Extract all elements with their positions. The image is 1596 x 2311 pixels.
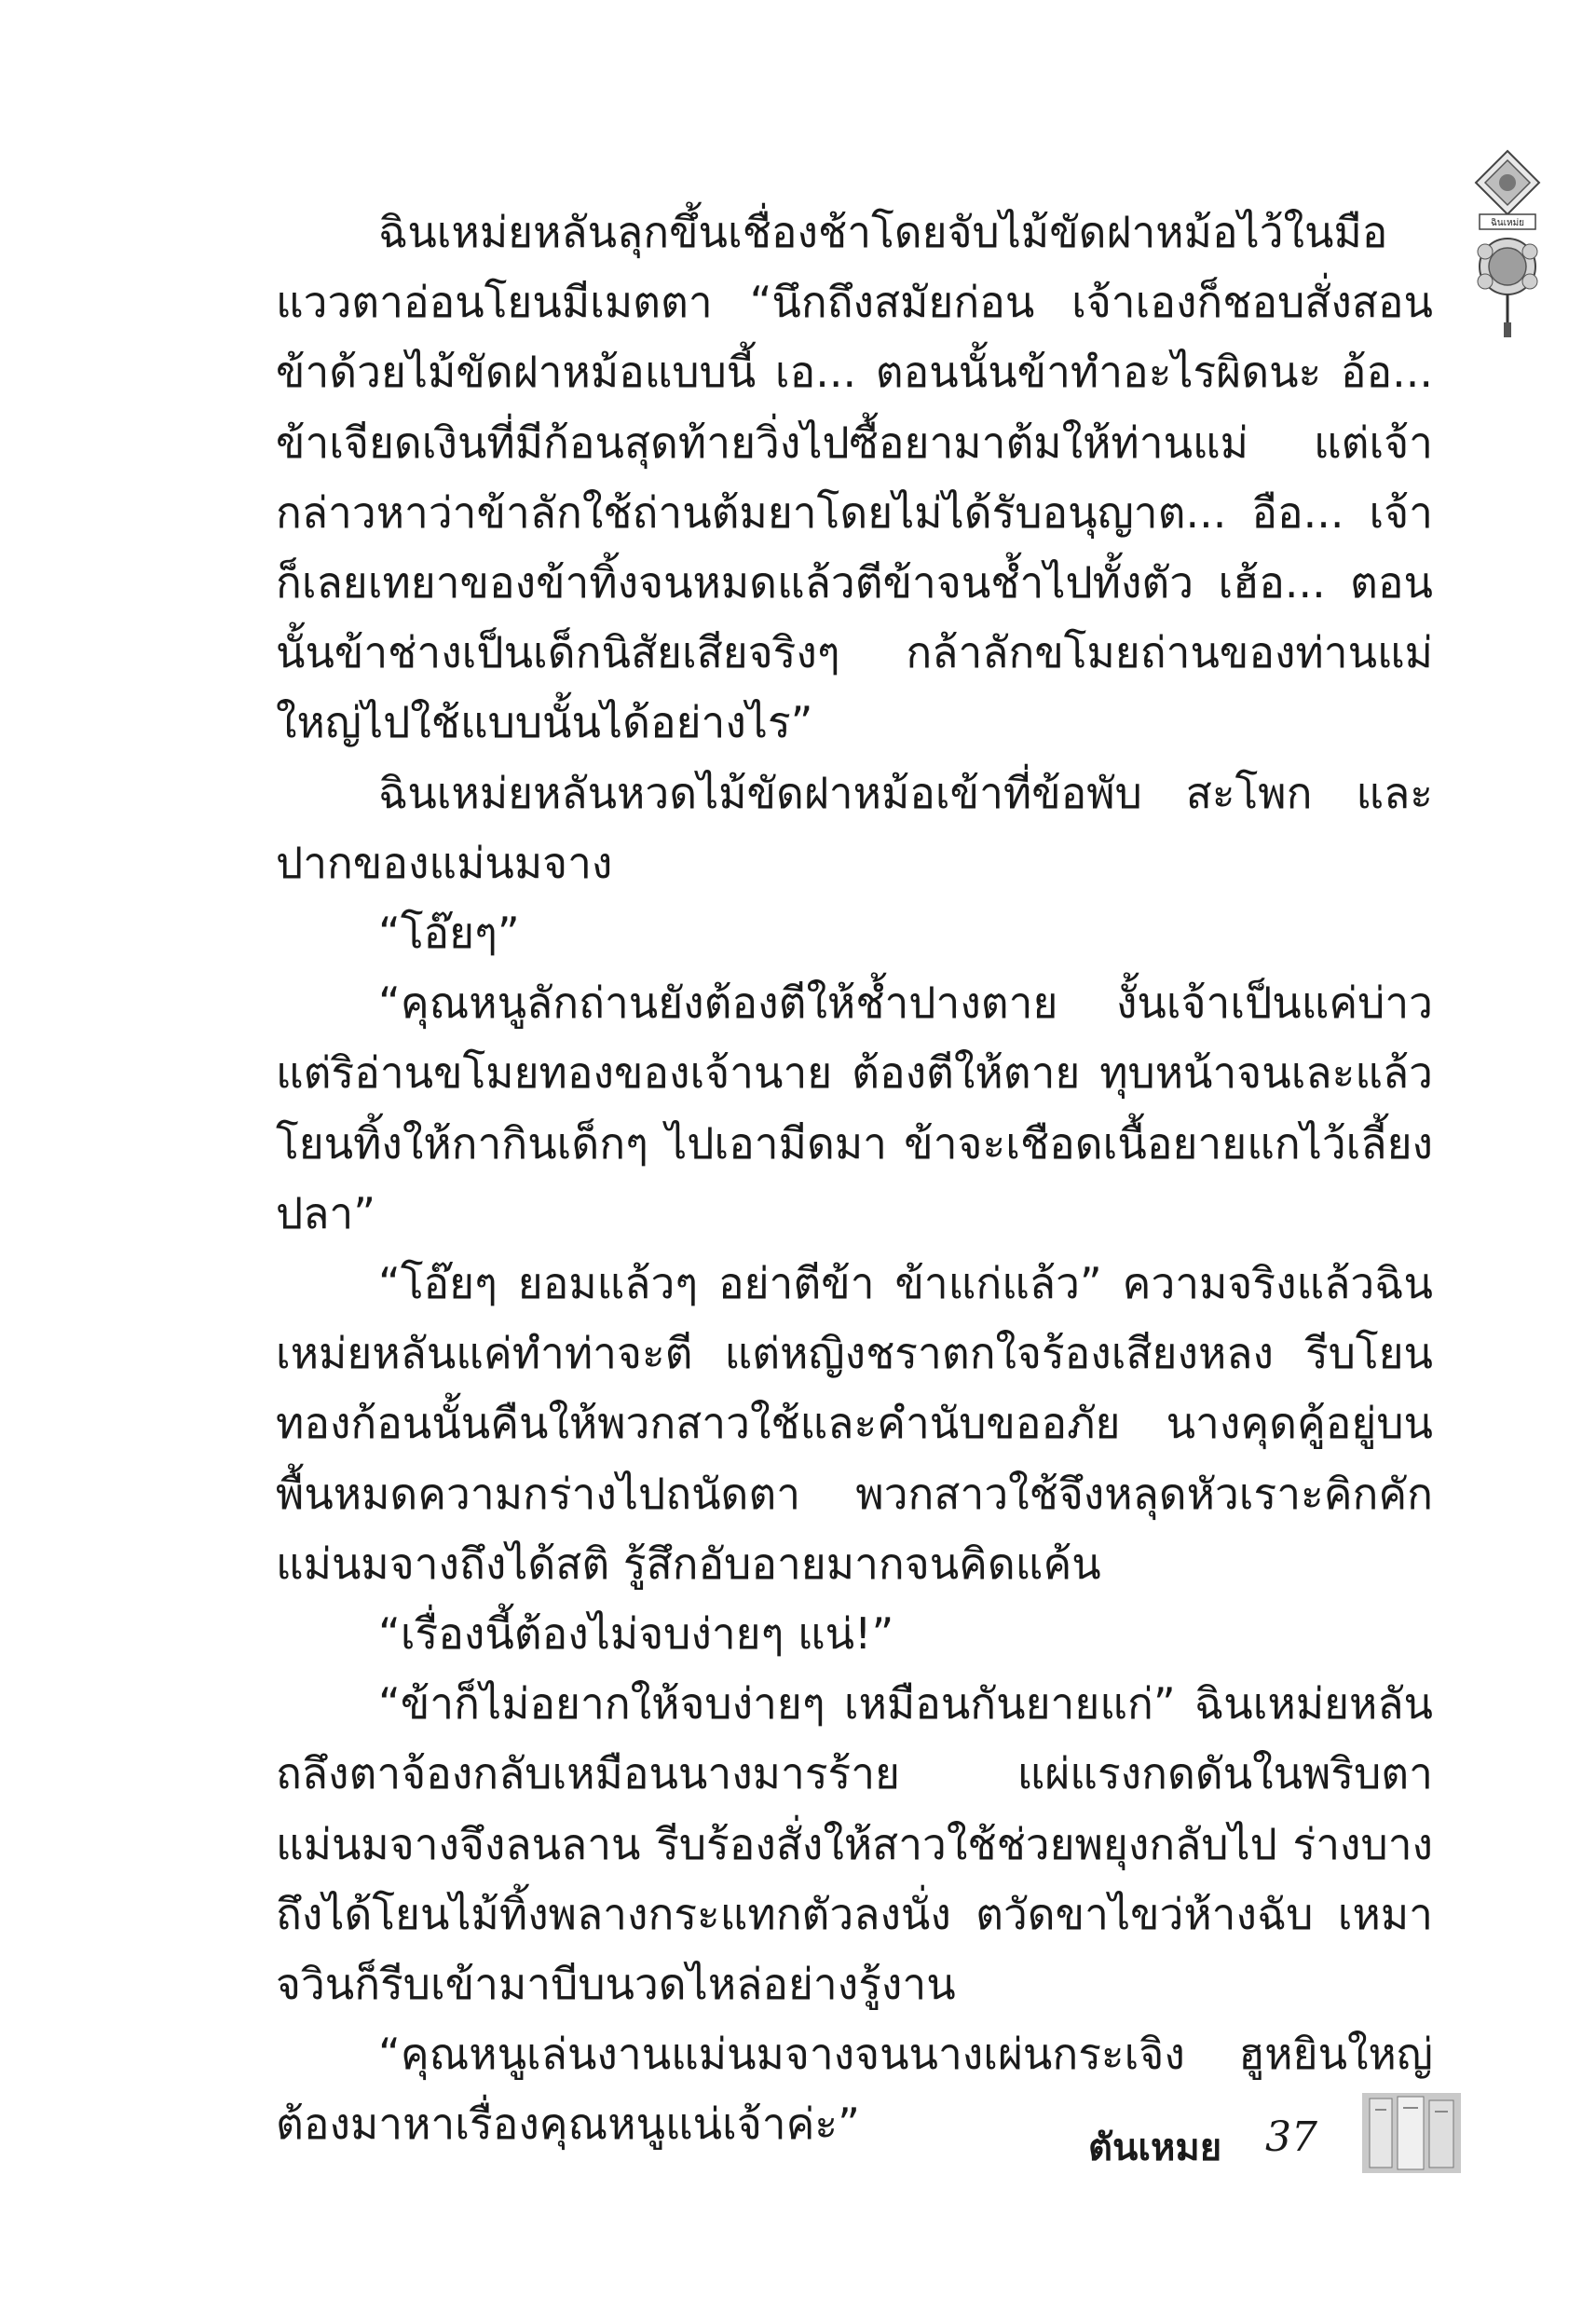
body-text xyxy=(276,198,1433,2160)
running-footer-title: ตันเหมย xyxy=(1088,2126,1222,2169)
ornament-emblem-icon xyxy=(1472,149,1543,345)
paragraph: “โอ๊ยๆ ยอมแล้วๆ อย่าตีข้า ข้าแก่แล้ว” ความจริงแล้วฉินเหม่ยหลันแค่ทำท่าจะตี แต่หญิงชราตกใจร้องเสียงหลง รีบโยนทองก้อนนั้นคืนให้พวกสาวใช้และคำนับขออภัย นางคุดคู้อยู่บนพื้นหมดความกร่างไปถนัดตา พวกสาวใช้จึงหลุดหัวเราะคิกคัก แม่นมจางถึงได้สติ รู้สึกอับอายมากจนคิดแค้น xyxy=(276,1258,1433,1589)
paragraph: ฉินเหม่ยหลันลุกขึ้นเชื่องช้าโดยจับไม้ขัดฝาหม้อไว้ในมือ แววตาอ่อนโยนมีเมตตา “นึกถึงสมัยก่อน เจ้าเองก็ชอบสั่งสอนข้าด้วยไม้ขัดฝาหม้อแบบนี้ เอ... ตอนนั้นข้าทำอะไรผิดนะ อ้อ... ข้าเจียดเงินที่มีก้อนสุดท้ายวิ่งไปซื้อยามาต้มให้ท่านแม่ แต่เจ้ากล่าวหาว่าข้าลักใช้ถ่านต้มยาโดยไม่ได้รับอนุญาต... อือ... เจ้าก็เลยเทยาของข้าทิ้งจนหมดแล้วตีข้าจนช้ำไปทั้งตัว เฮ้อ... ตอนนั้นข้าช่างเป็นเด็กนิสัยเสียจริงๆ กล้าลักขโมยถ่านของท่านแม่ใหญ่ไปใช้แบบนั้นได้อย่างไร” xyxy=(276,207,1433,748)
page-number: 37 xyxy=(1265,2113,1317,2161)
paragraph: “ข้าก็ไม่อยากให้จบง่ายๆ เหมือนกันยายแก่” ฉินเหม่ยหลันถลึงตาจ้องกลับเหมือนนางมารร้าย แผ่แรงกดดันในพริบตา แม่นมจางจึงลนลาน รีบร้องสั่งให้สาวใช้ช่วยพยุงกลับไป ร่างบางถึงได้โยนไม้ทิ้งพลางกระแทกตัวลงนั่ง ตวัดขาไขว่ห้างฉับ เหมาจวินก็รีบเข้ามาบีบนวดไหล่อย่างรู้งาน xyxy=(276,1678,1433,2010)
paragraph: “คุณหนูลักถ่านยังต้องตีให้ช้ำปางตาย งั้นเจ้าเป็นแค่บ่าวแต่ริอ่านขโมยทองของเจ้านาย ต้องตีให้ตาย ทุบหน้าจนเละแล้วโยนทิ้งให้กากินเด็กๆ ไปเอามีดมา ข้าจะเชือดเนื้อยายแกไว้เลี้ยงปลา” xyxy=(276,978,1433,1238)
paragraph: “คุณหนูเล่นงานแม่นมจางจนนางเผ่นกระเจิง ฮูหยินใหญ่ต้องมาหาเรื่องคุณหนูแน่เจ้าค่ะ” xyxy=(276,2029,1433,2150)
paragraph: “เรื่องนี้ต้องไม่จบง่ายๆ แน่!” xyxy=(378,1608,894,1660)
paragraph: ฉินเหม่ยหลันหวดไม้ขัดฝาหม้อเข้าที่ข้อพับ สะโพก และปากของแม่นมจาง xyxy=(276,767,1433,888)
emblem-label: ฉินเหม่ย xyxy=(1490,218,1525,228)
book-stack-icon xyxy=(1360,2087,1463,2177)
paragraph: “โอ๊ยๆ” xyxy=(378,908,520,959)
